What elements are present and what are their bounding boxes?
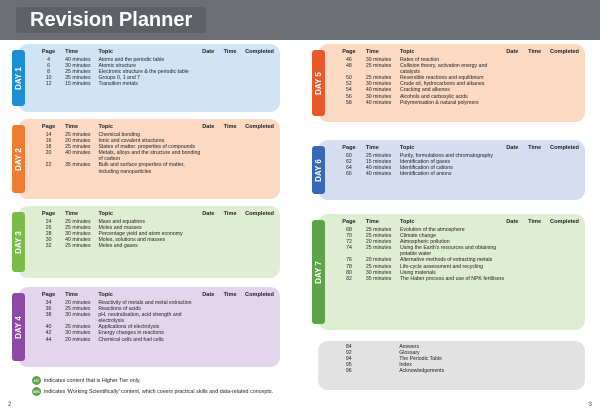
appendix-card bbox=[318, 341, 585, 390]
planner-row: 22 35 minutes Bulk and surface properties of matter, including nanoparticles bbox=[45, 162, 185, 175]
day-table-7: Page Time Topic Date Time Completed 68 25 minutes Evolution of the atmosphere 70 25 minutes Climate change 72 20 minutes Atmospheric pollution 74 25 minutes Using the Earth's resources and obtaining potable water 76 20 minutes Alternative methods of extracting metals 78 25 minutes Life-cycle assessment and recycling 80 30 minutes Using materials 82 35 minutes The Haber process and use of NPK fertilisers bbox=[332, 217, 579, 282]
day-tab-5: DAY 5 bbox=[312, 50, 325, 116]
day-tab-3: DAY 3 bbox=[12, 212, 25, 272]
planner-row: 82 35 minutes The Haber process and use of NPK fertilisers bbox=[346, 275, 505, 282]
planner-row: 60 25 minutes Purity, formulations and chromatography bbox=[346, 153, 493, 159]
planner-row: 16 20 minutes Ionic and covalent structures bbox=[45, 138, 165, 145]
planner-row: 70 25 minutes Climate change bbox=[346, 233, 437, 240]
planner-row: 4 40 minutes Atoms and the periodic table bbox=[47, 57, 165, 63]
planner-row: 38 30 minutes pH, neutralisation, acid strength and electrolysis bbox=[45, 312, 182, 325]
planner-row: 54 40 minutes Cracking and alkenes bbox=[346, 87, 450, 94]
planner-row: 34 20 minutes Reactivity of metals and metal extraction bbox=[45, 300, 192, 306]
day-card-4 bbox=[14, 287, 280, 367]
appendix-row: 96 Acknowledgements bbox=[345, 368, 445, 375]
planner-row: 74 25 minutes Using the Earth's resources and obtaining potable water bbox=[346, 245, 497, 258]
planner-row: 64 40 minutes Identification of cations bbox=[346, 165, 453, 172]
day-table-6: Page Time Topic Date Time Completed 60 25 minutes Purity, formulations and chromatography 62 15 minutes Identification of gases 64 40 minutes Identification of cations 66 40 minutes Identification of anions bbox=[332, 143, 579, 177]
planner-row: 30 40 minutes Moles, solutions and masses bbox=[45, 237, 166, 244]
day-card-5 bbox=[314, 44, 585, 122]
day-table-1: Page Time Topic Date Time Completed 4 40 minutes Atoms and the periodic table 6 30 minutes Atomic structure 8 25 minutes Electronic structure & the periodic table 10 35 minutes Groups 0, 1 and 7 12 15 minutes Transition metals bbox=[32, 47, 274, 87]
planner-row: 46 30 minutes Rates of reaction bbox=[346, 57, 440, 63]
day-tab-1: DAY 1 bbox=[12, 50, 25, 106]
planner-row: 68 25 minutes Evolution of the atmosphere bbox=[346, 227, 465, 233]
day-table-5: Page Time Topic Date Time Completed 46 30 minutes Rates of reaction 48 25 minutes Collision theory, activation energy and catalysts 50 25 minutes Reversible reactions and equilibrium 52 30 minutes Crude oil, hydrocarbons and alkanes 54 40 minutes Cracking and alkenes 56 30 minutes Alcohols and carboxylic acids 58 40 minutes Polymerisation & natural polymers bbox=[332, 47, 579, 106]
day-table-2: Page Time Topic Date Time Completed 14 25 minutes Chemical bonding 16 20 minutes Ionic and covalent structures 18 25 minutes States of matter: properties of compounds 20 40 minutes Metals, alloys and the structure and bonding of carbon 22 35 minutes Bulk and surface properties of matter, including nanoparticles bbox=[32, 122, 274, 175]
planner-row: 10 35 minutes Groups 0, 1 and 7 bbox=[45, 75, 141, 82]
planner-row: 62 15 minutes Identification of gases bbox=[346, 159, 451, 166]
appendix-row: 95 Index bbox=[345, 362, 412, 369]
planner-row: 80 30 minutes Using materials bbox=[346, 269, 436, 276]
day-card-3 bbox=[14, 206, 280, 278]
day-card-1 bbox=[14, 44, 280, 112]
planner-row: 78 25 minutes Life-cycle assessment and recycling bbox=[346, 263, 484, 270]
day-table-3: Page Time Topic Date Time Completed 24 25 minutes Mass and equations 26 25 minutes Moles and masses 28 30 minutes Percentage yield and atom economy 30 40 minutes Moles, solutions and masses 32 25 minutes Moles and gases bbox=[32, 209, 274, 249]
planner-row: 24 25 minutes Mass and equations bbox=[45, 219, 145, 225]
planner-row: 52 30 minutes Crude oil, hydrocarbons and alkanes bbox=[346, 81, 485, 88]
ht-badge: HT bbox=[33, 378, 40, 383]
planner-row: 56 30 minutes Alcohols and carboxylic acids bbox=[346, 93, 468, 100]
planner-row: 32 25 minutes Moles and gases bbox=[45, 243, 138, 250]
planner-row: 18 25 minutes States of matter: properties of compounds bbox=[45, 144, 196, 151]
planner-row: 44 20 minutes Chemical cells and fuel cells bbox=[45, 336, 164, 343]
planner-row: 12 15 minutes Transition metals bbox=[45, 81, 138, 88]
ws-badge: WS bbox=[33, 389, 40, 394]
higher-tier-note: indicates content that is Higher Tier only. bbox=[44, 378, 141, 384]
planner-row: 36 25 minutes Reactions of acids bbox=[45, 306, 141, 313]
working-scientifically-note: indicates 'Working Scientifically' content, which covers practical skills and data-related concepts. bbox=[44, 389, 274, 395]
planner-row: 72 20 minutes Atmospheric pollution bbox=[346, 239, 450, 246]
planner-row: 42 30 minutes Energy changes in reactions bbox=[45, 330, 164, 337]
planner-row: 8 25 minutes Electronic structure & the periodic table bbox=[47, 69, 189, 76]
title-bar bbox=[0, 0, 600, 40]
planner-row: 48 25 minutes Collision theory, activation energy and catalysts bbox=[346, 63, 488, 76]
appendix-row: 94 The Periodic Table bbox=[345, 356, 443, 363]
planner-row: 20 40 minutes Metals, alloys and the structure and bonding of carbon bbox=[45, 150, 201, 163]
appendix-row: 92 Glossary bbox=[345, 350, 420, 357]
page-number-right: 3 bbox=[588, 402, 592, 408]
planner-row: 6 30 minutes Atomic structure bbox=[47, 63, 136, 70]
page-number-left: 2 bbox=[8, 402, 12, 408]
day-tab-2: DAY 2 bbox=[12, 125, 25, 193]
planner-row: 40 25 minutes Applications of electrolysis bbox=[45, 324, 160, 331]
planner-row: 14 25 minutes Chemical bonding bbox=[45, 132, 140, 138]
planner-row: 76 20 minutes Alternative methods of extracting metals bbox=[346, 257, 493, 264]
day-card-2 bbox=[14, 119, 280, 199]
day-card-6 bbox=[314, 140, 585, 200]
day-tab-7: DAY 7 bbox=[312, 220, 325, 324]
appendix-row: 84 Answers bbox=[345, 344, 420, 350]
planner-row: 66 40 minutes Identification of anions bbox=[346, 171, 452, 178]
day-tab-6: DAY 6 bbox=[312, 146, 325, 194]
planner-row: 50 25 minutes Reversible reactions and equilibrium bbox=[346, 75, 484, 82]
day-card-7 bbox=[314, 214, 585, 330]
page-title: Revision Planner bbox=[16, 7, 206, 33]
planner-row: 28 30 minutes Percentage yield and atom economy bbox=[45, 231, 183, 238]
day-table-4: Page Time Topic Date Time Completed 34 20 minutes Reactivity of metals and metal extraction 36 25 minutes Reactions of acids 38 30 minutes pH, neutralisation, acid strength and electrolysis 40 25 minutes Applications of electrolysis 42 30 minutes Energy changes in reactions 44 20 minutes Chemical cells and fuel cells bbox=[32, 290, 274, 343]
planner-row: 26 25 minutes Moles and masses bbox=[45, 225, 142, 232]
planner-row: 58 40 minutes Polymerisation & natural polymers bbox=[346, 99, 479, 106]
day-tab-4: DAY 4 bbox=[12, 293, 25, 361]
